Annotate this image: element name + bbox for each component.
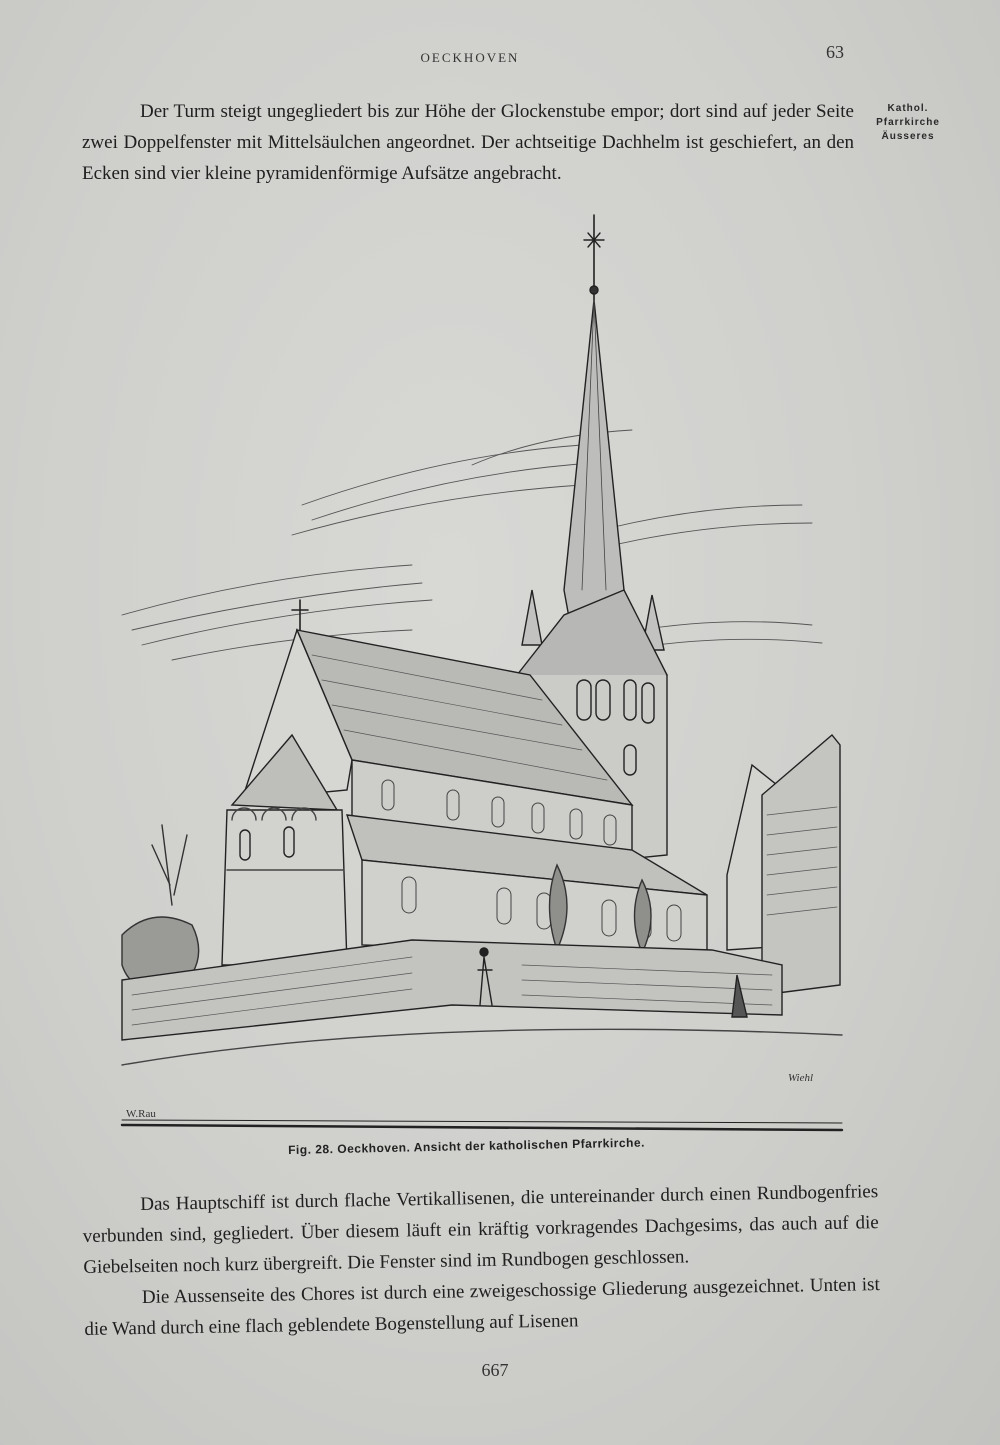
page-number: 63 — [826, 42, 844, 62]
paragraph-nave-text: Das Hauptschiff ist durch flache Vertikallisenen, die untereinander durch einen Rundbogenfries verbunden sind, gegliedert. Über diesem läuft ein kräftig vorkragendes Dachgesims, das auch auf die Giebelseiten noch kurz übergreift. Die Fenster sind im Rundbogen geschlossen. — [82, 1181, 879, 1278]
paragraph-choir-text: Die Aussenseite des Chores ist durch eine zweigeschossige Gliederung ausgezeichnet. Unten ist die Wand durch eine flach geblendete Bogenstellung auf Lisenen — [84, 1274, 880, 1340]
paragraph-tower-text: Der Turm steigt ungegliedert bis zur Höhe der Glockenstube empor; dort sind auf jeder Seite zwei Doppelfenster mit Mittelsäulchen angeordnet. Der achtseitige Dachhelm ist geschiefert, an den Ecken sind vier kleine pyramidenförmige Aufsätze angebracht. — [82, 101, 854, 184]
margin-note-line-3: Äusseres — [881, 131, 935, 142]
figure-caption: Fig. 28. Oeckhoven. Ansicht der katholischen Pfarrkirche. — [288, 1135, 646, 1157]
sheet-number: 667 — [481, 1360, 509, 1380]
church-drawing — [112, 205, 852, 1135]
margin-note-line-1: Kathol. — [887, 103, 929, 114]
paragraph-nave-and-choir — [82, 1176, 881, 1345]
sky-hatching — [122, 430, 822, 660]
artist-signature-left: W.Rau — [126, 1108, 156, 1120]
margin-note — [862, 102, 954, 144]
church-illustration — [112, 205, 852, 1135]
running-title: OECKHOVEN — [420, 50, 520, 65]
paragraph-tower — [82, 96, 854, 189]
artist-signature-right: Wiehl — [788, 1072, 814, 1084]
margin-note-line-2: Pfarrkirche — [876, 117, 940, 128]
